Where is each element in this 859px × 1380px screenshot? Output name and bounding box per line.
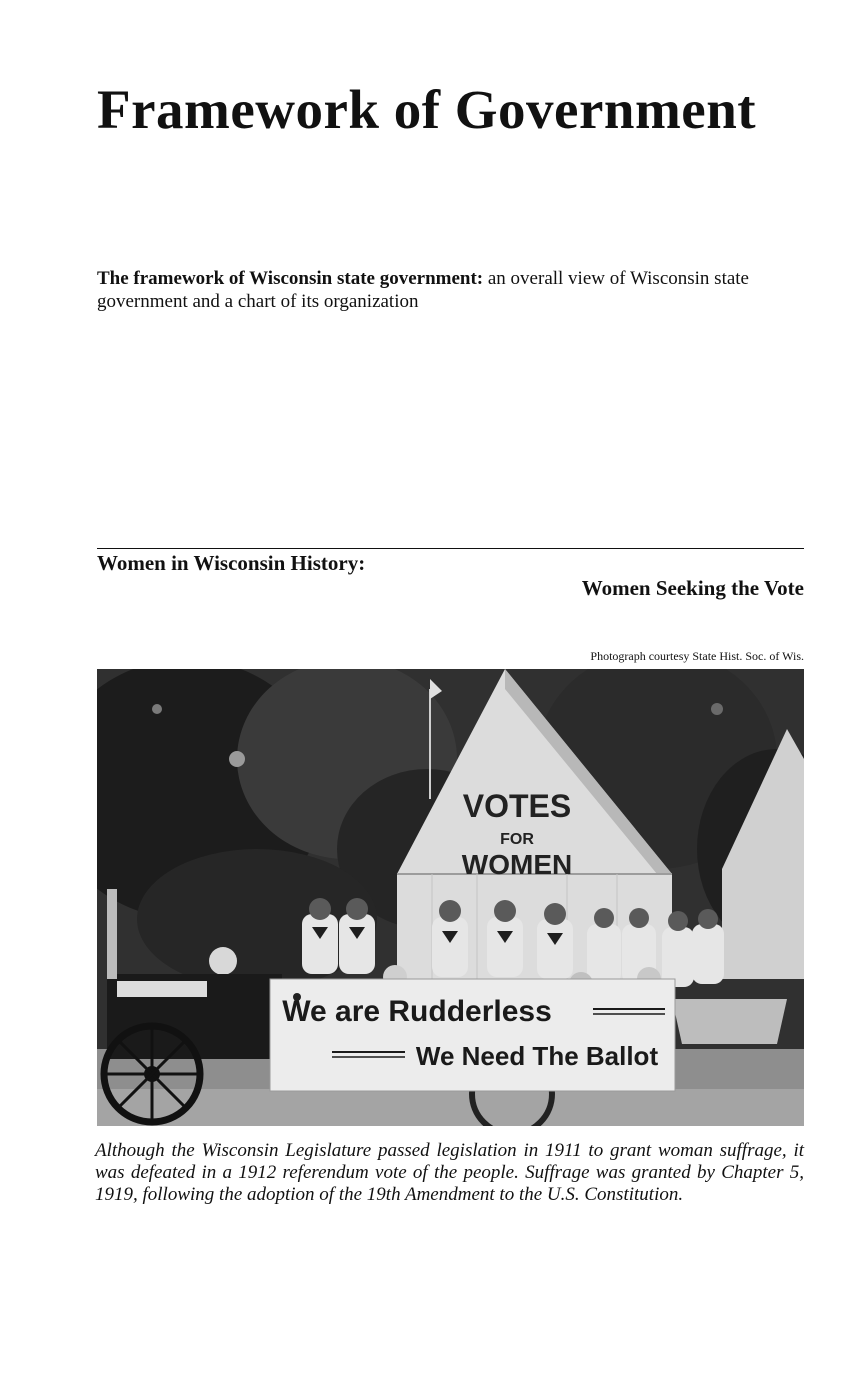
banner-line-2: We Need The Ballot: [415, 1041, 659, 1071]
photo-caption: Although the Wisconsin Legislature passed legislation in 1911 to grant woman suffrage, it was defeated in a 1912 referendum vote of the people. Suffrage was granted by Chapter 5, 1919, following the adoption of the 19th Amendment to the U.S. Constitution.: [95, 1140, 804, 1205]
sail-text-women: WOMEN: [461, 849, 573, 880]
page-title: Framework of Government: [97, 79, 757, 140]
sail-text-for: FOR: [500, 831, 534, 848]
suffrage-float-photo: [97, 669, 804, 1126]
intro-rest: an overall view of Wisconsin state government and a chart of its organization: [97, 268, 749, 312]
section-divider: [97, 548, 804, 549]
photo-credit: Photograph courtesy State Hist. Soc. of Wis.: [590, 649, 804, 663]
intro-lead: The framework of Wisconsin state government:: [97, 268, 484, 289]
banner-line-1: We are Rudderless: [282, 995, 552, 1028]
sail-text-votes: VOTES: [462, 788, 572, 824]
intro-paragraph: [97, 267, 807, 313]
section-subheading: Women Seeking the Vote: [581, 576, 804, 600]
section-heading: Women in Wisconsin History:: [97, 551, 366, 575]
